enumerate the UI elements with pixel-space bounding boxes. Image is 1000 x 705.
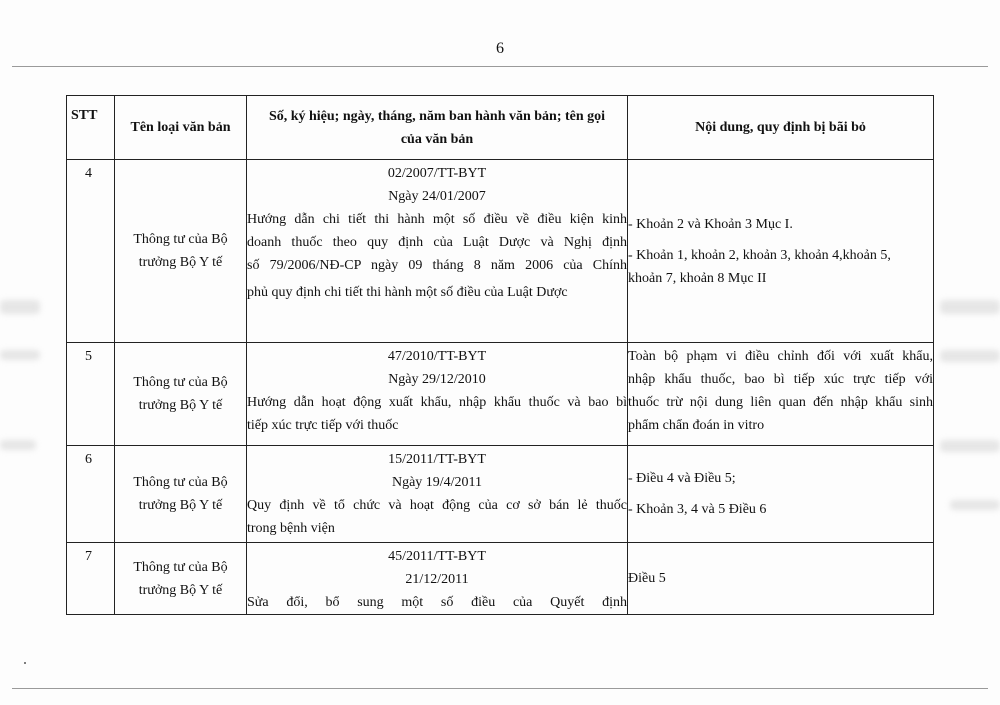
header-stt: STT xyxy=(67,96,115,160)
header-document-type: Tên loại văn bản xyxy=(115,96,247,160)
document-date: 21/12/2011 xyxy=(405,572,469,587)
type-line: trưởng Bộ Y tế xyxy=(138,498,223,513)
row-stt: 7 xyxy=(67,543,115,615)
document-title-line: Hướng dẫn hoạt động xuất khẩu, nhập khẩu thuốc và bao bì xyxy=(247,395,627,410)
content-line: - Khoản 1, khoản 2, khoản 3, khoản 4,khoản 5, xyxy=(628,247,891,263)
row-document-type xyxy=(115,543,247,615)
table-row xyxy=(67,543,934,615)
header-rule xyxy=(12,66,988,67)
content-line: - Khoản 3, 4 và 5 Điều 6 xyxy=(628,502,767,517)
content-line: Toàn bộ phạm vi điều chỉnh đối với xuất khẩu, xyxy=(628,349,933,364)
scan-smudge xyxy=(0,350,40,360)
type-line: Thông tư của Bộ xyxy=(133,232,228,247)
row-document-type xyxy=(115,343,247,446)
content-line: - Điều 4 và Điều 5; xyxy=(628,471,736,486)
type-line: Thông tư của Bộ xyxy=(133,475,228,490)
document-title-line: Quy định về tổ chức và hoạt động của cơ sở bán lẻ thuốc xyxy=(247,498,627,513)
type-line: Thông tư của Bộ xyxy=(133,559,228,575)
scan-smudge xyxy=(940,350,1000,362)
type-line: trưởng Bộ Y tế xyxy=(138,398,223,413)
document-title-line: Hướng dẫn chi tiết thi hành một số điều về điều kiện kinh xyxy=(247,212,627,227)
type-line: Thông tư của Bộ xyxy=(133,375,228,390)
scan-smudge xyxy=(940,440,1000,452)
page-number: 6 xyxy=(496,40,504,57)
row-stt: 5 xyxy=(67,343,115,446)
document-title-line: số 79/2006/NĐ-CP ngày 09 tháng 8 năm 2006 của Chính xyxy=(247,258,627,273)
document-date: Ngày 29/12/2010 xyxy=(388,372,486,387)
header-repealed-content: Nội dung, quy định bị bãi bỏ xyxy=(628,96,934,160)
scan-smudge xyxy=(0,300,40,314)
row-stt: 4 xyxy=(67,160,115,343)
row-document-info xyxy=(247,446,628,543)
document-title-line: doanh thuốc theo quy định của Luật Dược và Nghị định xyxy=(247,235,627,250)
row-document-info xyxy=(247,160,628,343)
row-stt: 6 xyxy=(67,446,115,543)
row-repealed-content xyxy=(628,343,934,446)
scan-smudge xyxy=(940,300,1000,314)
table-header-row xyxy=(67,96,934,160)
row-document-type xyxy=(115,160,247,343)
row-document-info xyxy=(247,543,628,615)
content-line: phẩm chẩn đoán in vitro xyxy=(628,418,765,433)
repealed-documents-table xyxy=(66,95,934,615)
document-title-line: trong bệnh viện xyxy=(247,521,335,536)
content-line: khoản 7, khoản 8 Mục II xyxy=(628,270,767,286)
scan-smudge xyxy=(0,440,36,450)
table-row xyxy=(67,446,934,543)
type-line: trưởng Bộ Y tế xyxy=(138,255,223,270)
row-document-info xyxy=(247,343,628,446)
row-repealed-content xyxy=(628,446,934,543)
content-line: nhập khẩu thuốc, bao bì tiếp xúc trực tiếp với xyxy=(628,372,933,387)
row-document-type xyxy=(115,446,247,543)
header-document-info-line: của văn bản xyxy=(400,131,474,147)
document-title-line: tiếp xúc trực tiếp với thuốc xyxy=(247,418,399,433)
scan-smudge xyxy=(950,500,1000,510)
content-line: - Khoản 2 và Khoản 3 Mục I. xyxy=(628,216,793,232)
table-row xyxy=(67,343,934,446)
document-date: Ngày 24/01/2007 xyxy=(388,189,486,204)
header-document-info-line: Số, ký hiệu; ngày, tháng, năm ban hành văn bản; tên gọi xyxy=(268,108,606,124)
document-number: 47/2010/TT-BYT xyxy=(387,349,487,364)
content-line: Điều 5 xyxy=(628,571,666,586)
type-line: trưởng Bộ Y tế xyxy=(138,582,223,598)
table-row xyxy=(67,160,934,343)
document-number: 02/2007/TT-BYT xyxy=(387,166,487,181)
row-repealed-content xyxy=(628,160,934,343)
document-number: 15/2011/TT-BYT xyxy=(388,452,486,467)
header-document-info xyxy=(247,96,628,160)
document-date: Ngày 19/4/2011 xyxy=(391,475,483,490)
document-title-line: phủ quy định chi tiết thi hành một số điều của Luật Dược xyxy=(247,285,568,300)
content-line: thuốc trừ nội dung liên quan đến nhập khẩu sinh xyxy=(628,395,933,410)
row-repealed-content xyxy=(628,543,934,615)
document-number: 45/2011/TT-BYT xyxy=(388,549,486,564)
scan-dot xyxy=(24,662,26,664)
document-title-line: Sửa đổi, bổ sung một số điều của Quyết định xyxy=(247,595,627,610)
footer-rule xyxy=(12,688,988,689)
